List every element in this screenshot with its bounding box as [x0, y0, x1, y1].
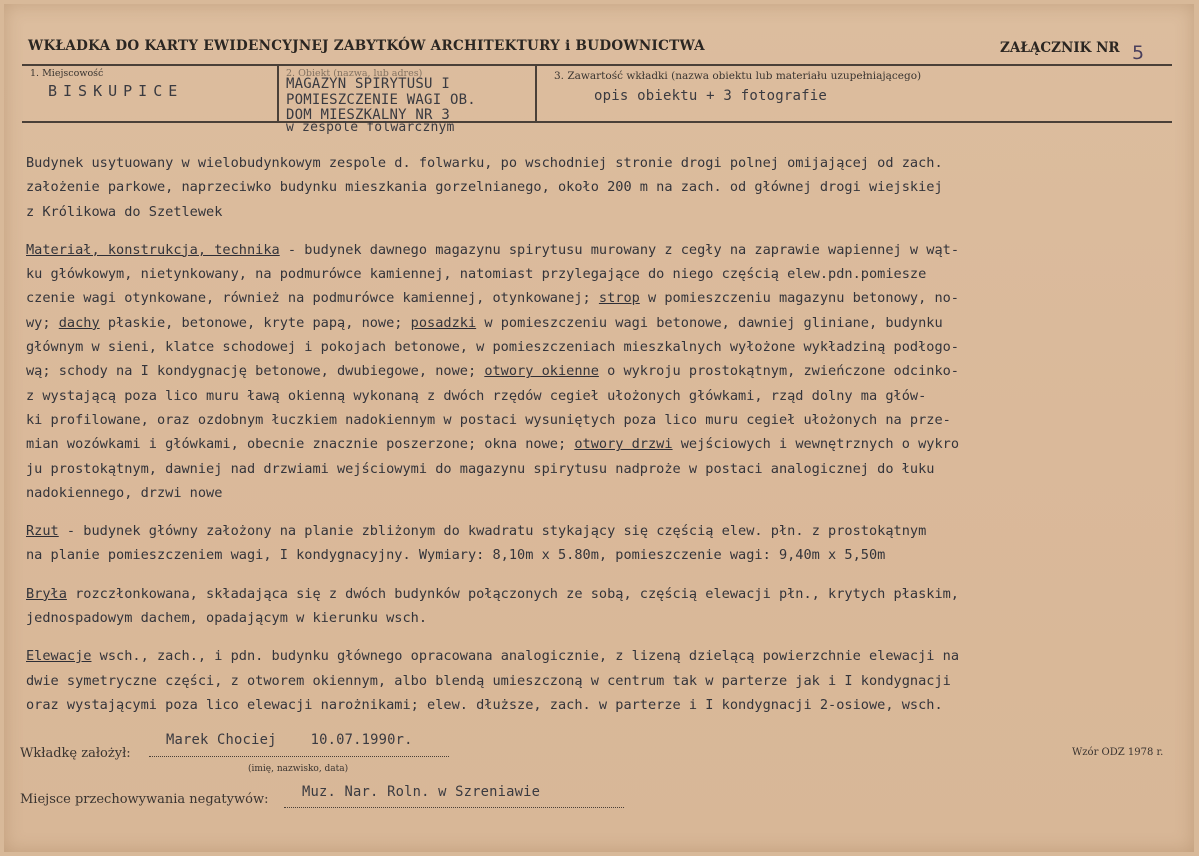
text-line: Budynek usytuowany w wielobudynkowym zespole d. folwarku, po wschodniej stronie drogi polnej omijającej od zach. [26, 155, 943, 171]
object-line-4: w zespole folwarcznym [286, 120, 455, 135]
text-line [26, 359, 1191, 383]
text-line [26, 582, 1191, 606]
text-line: założenie parkowe, naprzeciwko budynku mieszkania gorzelnianego, około 200 m na zach. od głównej drogi wiejskiej [26, 179, 943, 196]
locality-value: BISKUPICE [48, 82, 184, 100]
header-rule-bottom [22, 121, 1172, 123]
text-segment: wejściowych i wewnętrznych o wykro [672, 436, 960, 453]
text-line: oraz wystającymi poza lico elewacji narożnikami; elew. dłuższe, zach. w parterze i I kondygnacji 2-osiowe, wsch. [26, 696, 943, 713]
locality-label: 1. Miejscowość [30, 68, 104, 79]
annex-label: ZAŁĄCZNIK NR [1000, 40, 1120, 56]
section-heading-massing: Bryła [26, 585, 67, 602]
record-card-insert [4, 4, 1194, 852]
text-segment: w pomieszczeniu wagi betonowe, dawniej gliniane, budynku [476, 314, 943, 331]
text-segment: wy; [26, 314, 59, 331]
text-line: ku główkowym, nietynkowany, na podmurówce kamiennej, natomiast przylegające do niego częścią elew.pdn.pomiesze [26, 266, 927, 283]
text-segment: czenie wagi otynkowane, również na podmurówce kamiennej, otynkowanej; [26, 290, 599, 307]
text-line: z Królikowa do Szetlewek [26, 203, 223, 220]
negatives-dotted-line [284, 807, 624, 808]
header-divider-2 [535, 64, 537, 122]
text-line: ki profilowane, oraz ozdobnym łuczkiem nadokiennym w postaci wysuniętych poza lico muru cegieł ułożonych na prze- [26, 411, 951, 428]
text-line: na planie pomieszczeniem wagi, I kondygnacyjny. Wymiary: 8,10m x 5.80m, pomieszczenie wagi: 9,40m x 5,50m [26, 547, 886, 564]
text-segment: płaskie, betonowe, kryte papą, nowe; [99, 314, 411, 331]
text-line: nadokiennego, drzwi nowe [26, 484, 223, 501]
author-value: Marek Chociej 10.07.1990r. [166, 732, 413, 748]
content-value: opis obiektu + 3 fotografie [594, 88, 827, 104]
text-segment: wą; schody na I kondygnację betonowe, dwubiegowe, nowe; [26, 363, 485, 380]
section-heading-plan: Rzut [26, 523, 59, 540]
negatives-value: Muz. Nar. Roln. w Szreniawie [302, 784, 541, 800]
object-line-1: MAGAZYN SPIRYTUSU I [286, 76, 450, 92]
object-line-3: DOM MIESZKALNY NR 3 [286, 107, 450, 123]
author-dotted-line [149, 756, 449, 757]
text-segment: wsch., zach., i pdn. budynku głównego opracowana analogicznie, z lizeną dzielącą powierzchnie elewacji na [91, 648, 960, 665]
text-line [26, 519, 1191, 543]
text-segment: w pomieszczeniu magazynu betonowy, no- [639, 290, 959, 307]
text-segment: - budynek dawnego magazynu spirytusu murowany z cegły na zaprawie wapiennej w wąt- [279, 241, 960, 258]
section-heading-material: Materiał, konstrukcja, technika [26, 241, 280, 258]
text-line: z wystającą poza lico muru ławą okienną wykonaną z dwóch rzędów cegieł ułożonych główkami, rząd dolny ma głów- [26, 387, 927, 404]
header-rule-top [22, 64, 1172, 66]
keyword-window-openings: otwory okienne [484, 363, 599, 380]
header-divider-1 [277, 64, 279, 122]
author-hint: (imię, nazwisko, data) [248, 764, 349, 774]
paragraph-plan [26, 519, 1191, 568]
negatives-label: Miejsce przechowywania negatywów: [20, 792, 269, 807]
keyword-posadzki: posadzki [410, 314, 477, 331]
form-model-label: Wzór ODZ 1978 r. [1072, 747, 1164, 758]
content-label: 3. Zawartość wkładki (nazwa obiektu lub materiału uzupełniającego) [554, 70, 922, 82]
text-line [26, 311, 1191, 335]
text-line [26, 238, 1191, 262]
keyword-strop: strop [598, 290, 640, 307]
text-line [26, 644, 1191, 668]
description-body [26, 151, 1191, 731]
author-label: Wkładkę założył: [20, 746, 131, 761]
text-line: jednospadowym dachem, opadającym w kierunku wsch. [26, 610, 428, 627]
annex-number: 5 [1132, 42, 1145, 64]
text-segment: rozczłonkowana, składająca się z dwóch budynków połączonych ze sobą, częścią elewacji płn., krytych płaskim, [66, 585, 959, 602]
text-line [26, 432, 1191, 456]
text-line [26, 286, 1191, 310]
text-line: dwie symetryczne części, z otworem okiennym, albo blendą umieszczoną w centrum tak w parterze jak i I kondygnacji [26, 672, 951, 689]
text-segment: - budynek główny założony na planie zbliżonym do kwadratu stykający się częścią elew. płn. z prostokątnym [58, 523, 927, 540]
text-line: ju prostokątnym, dawniej nad drzwiami wejściowymi do magazynu spirytusu nadproże w postaci analogicznej do łuku [26, 460, 935, 477]
text-segment: o wykroju prostokątnym, zwieńczone odcinko- [598, 363, 959, 380]
paragraph-elevations [26, 644, 1191, 717]
document-title: WKŁADKA DO KARTY EWIDENCYJNEJ ZABYTKÓW ARCHITEKTURY i BUDOWNICTWA [28, 38, 705, 54]
object-line-2: POMIESZCZENIE WAGI OB. [286, 92, 476, 108]
paragraph-massing [26, 582, 1191, 631]
keyword-dachy: dachy [58, 314, 100, 331]
text-segment: mian wozówkami i główkami, obecnie znacznie poszerzone; okna nowe; [26, 436, 575, 453]
keyword-door-openings: otwory drzwi [574, 436, 673, 453]
text-line: głównym w sieni, klatce schodowej i pokojach betonowe, w pomieszczeniach mieszkalnych wyłożone wykładziną podłogo- [26, 339, 959, 356]
object-label: 2. Obiekt (nazwa, lub adres) [286, 68, 423, 79]
paragraph-location [26, 151, 1191, 224]
section-heading-elevations: Elewacje [26, 648, 92, 665]
paragraph-material [26, 238, 1191, 505]
